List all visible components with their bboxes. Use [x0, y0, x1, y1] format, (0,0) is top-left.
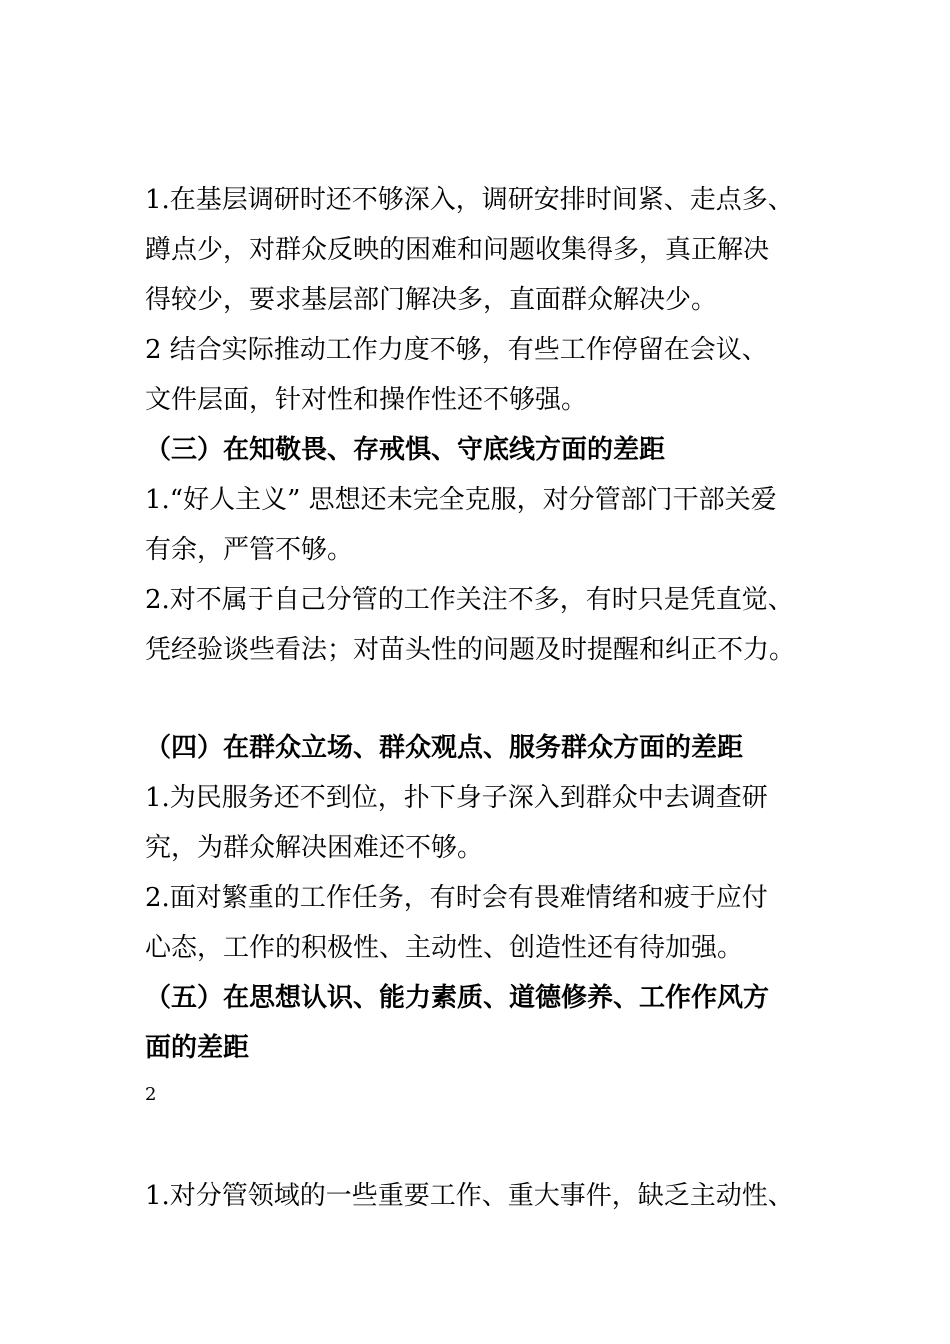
section-heading: 面的差距: [145, 1033, 250, 1063]
body-line: 1.“好人主义” 思想还未完全克服，对分管部门干部关爱: [145, 485, 777, 515]
body-line: 2 结合实际推动工作力度不够，有些工作停留在会议、: [145, 335, 768, 365]
body-line: 蹲点少，对群众反映的困难和问题收集得多，真正解决: [145, 235, 770, 265]
body-line: 1.对分管领域的一些重要工作、重大事件，缺乏主动性、: [145, 1181, 794, 1211]
body-line: 有余，严管不够。: [145, 535, 354, 565]
body-line: 1.为民服务还不到位，扑下身子深入到群众中去调查研: [145, 783, 768, 813]
page-number: 2: [145, 1084, 157, 1105]
body-line: 文件层面，针对性和操作性还不够强。: [145, 385, 588, 415]
body-line: 2.对不属于自己分管的工作关注不多，有时只是凭直觉、: [145, 585, 794, 615]
body-line: 2.面对繁重的工作任务，有时会有畏难情绪和疲于应付: [145, 883, 768, 913]
section-heading: （四）在群众立场、群众观点、服务群众方面的差距: [145, 733, 744, 763]
section-heading: （五）在思想认识、能力素质、道德修养、工作作风方: [145, 983, 770, 1013]
body-line: 1.在基层调研时还不够深入，调研安排时间紧、走点多、: [145, 185, 794, 215]
body-line: 心态，工作的积极性、主动性、创造性还有待加强。: [145, 933, 744, 963]
section-heading: （三）在知敬畏、存戒惧、守底线方面的差距: [145, 435, 666, 465]
body-line: 得较少，要求基层部门解决多，直面群众解决少。: [145, 285, 718, 315]
body-line: 究，为群众解决困难还不够。: [145, 833, 484, 863]
body-line: 凭经验谈些看法；对苗头性的问题及时提醒和纠正不力。: [145, 635, 796, 665]
